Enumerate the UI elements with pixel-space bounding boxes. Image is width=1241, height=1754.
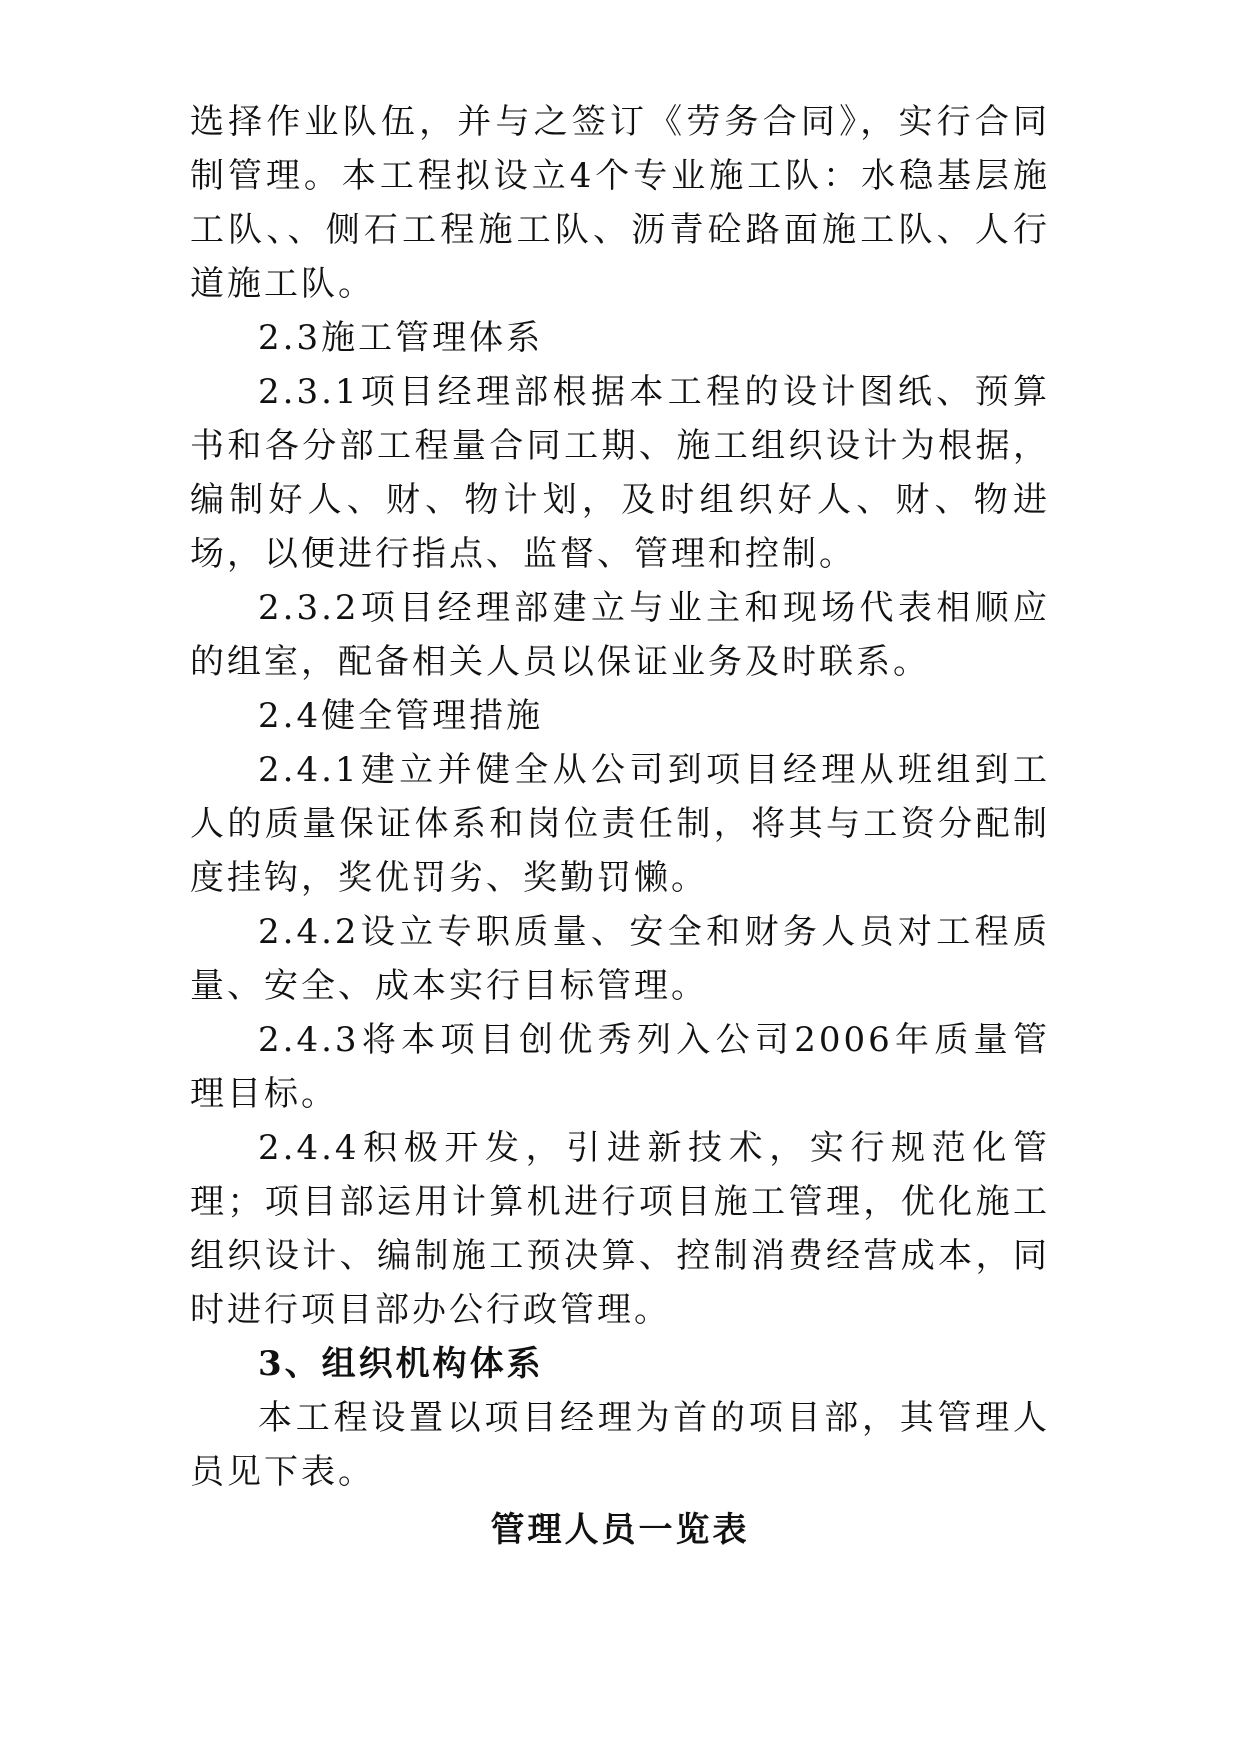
paragraph-contract-teams: 选择作业队伍，并与之签订《劳务合同》，实行合同制管理。本工程拟设立4个专业施工队：水稳基层施工队、、侧石工程施工队、沥青砼路面施工队、人行道施工队。 (190, 102, 1050, 304)
paragraph-2-4-4: 2.4.4积极开发，引进新技术，实行规范化管理；项目部运用计算机进行项目施工管理，优化施工组织设计、编制施工预决算、控制消费经营成本，同时进行项目部办公行政管理。 (190, 1128, 1050, 1330)
paragraph-2-4-3: 2.4.3将本项目创优秀列入公司2006年质量管理目标。 (190, 1020, 1050, 1114)
heading-2-3: 2.3施工管理体系 (258, 318, 544, 358)
paragraph-2-3-2: 2.3.2项目经理部建立与业主和现场代表相顺应的组室，配备相关人员以保证业务及时联系。 (190, 588, 1050, 682)
paragraph-2-4-2: 2.4.2设立专职质量、安全和财务人员对工程质量、安全、成本实行目标管理。 (190, 912, 1050, 1006)
section-heading-3: 3、组织机构体系 (258, 1344, 544, 1384)
paragraph-2-3-1: 2.3.1项目经理部根据本工程的设计图纸、预算书和各分部工程量合同工期、施工组织设计为根据，编制好人、财、物计划，及时组织好人、财、物进场，以便进行指点、监督、管理和控制。 (190, 372, 1050, 574)
paragraph-2-4-1: 2.4.1建立并健全从公司到项目经理从班组到工人的质量保证体系和岗位责任制，将其与工资分配制度挂钩，奖优罚劣、奖勤罚懒。 (190, 750, 1050, 898)
section-intro: 本工程设置以项目经理为首的项目部，其管理人员见下表。 (190, 1398, 1050, 1492)
table-title: 管理人员一览表 (490, 1510, 750, 1550)
document-page (190, 95, 1050, 1557)
heading-2-4: 2.4健全管理措施 (258, 696, 544, 736)
